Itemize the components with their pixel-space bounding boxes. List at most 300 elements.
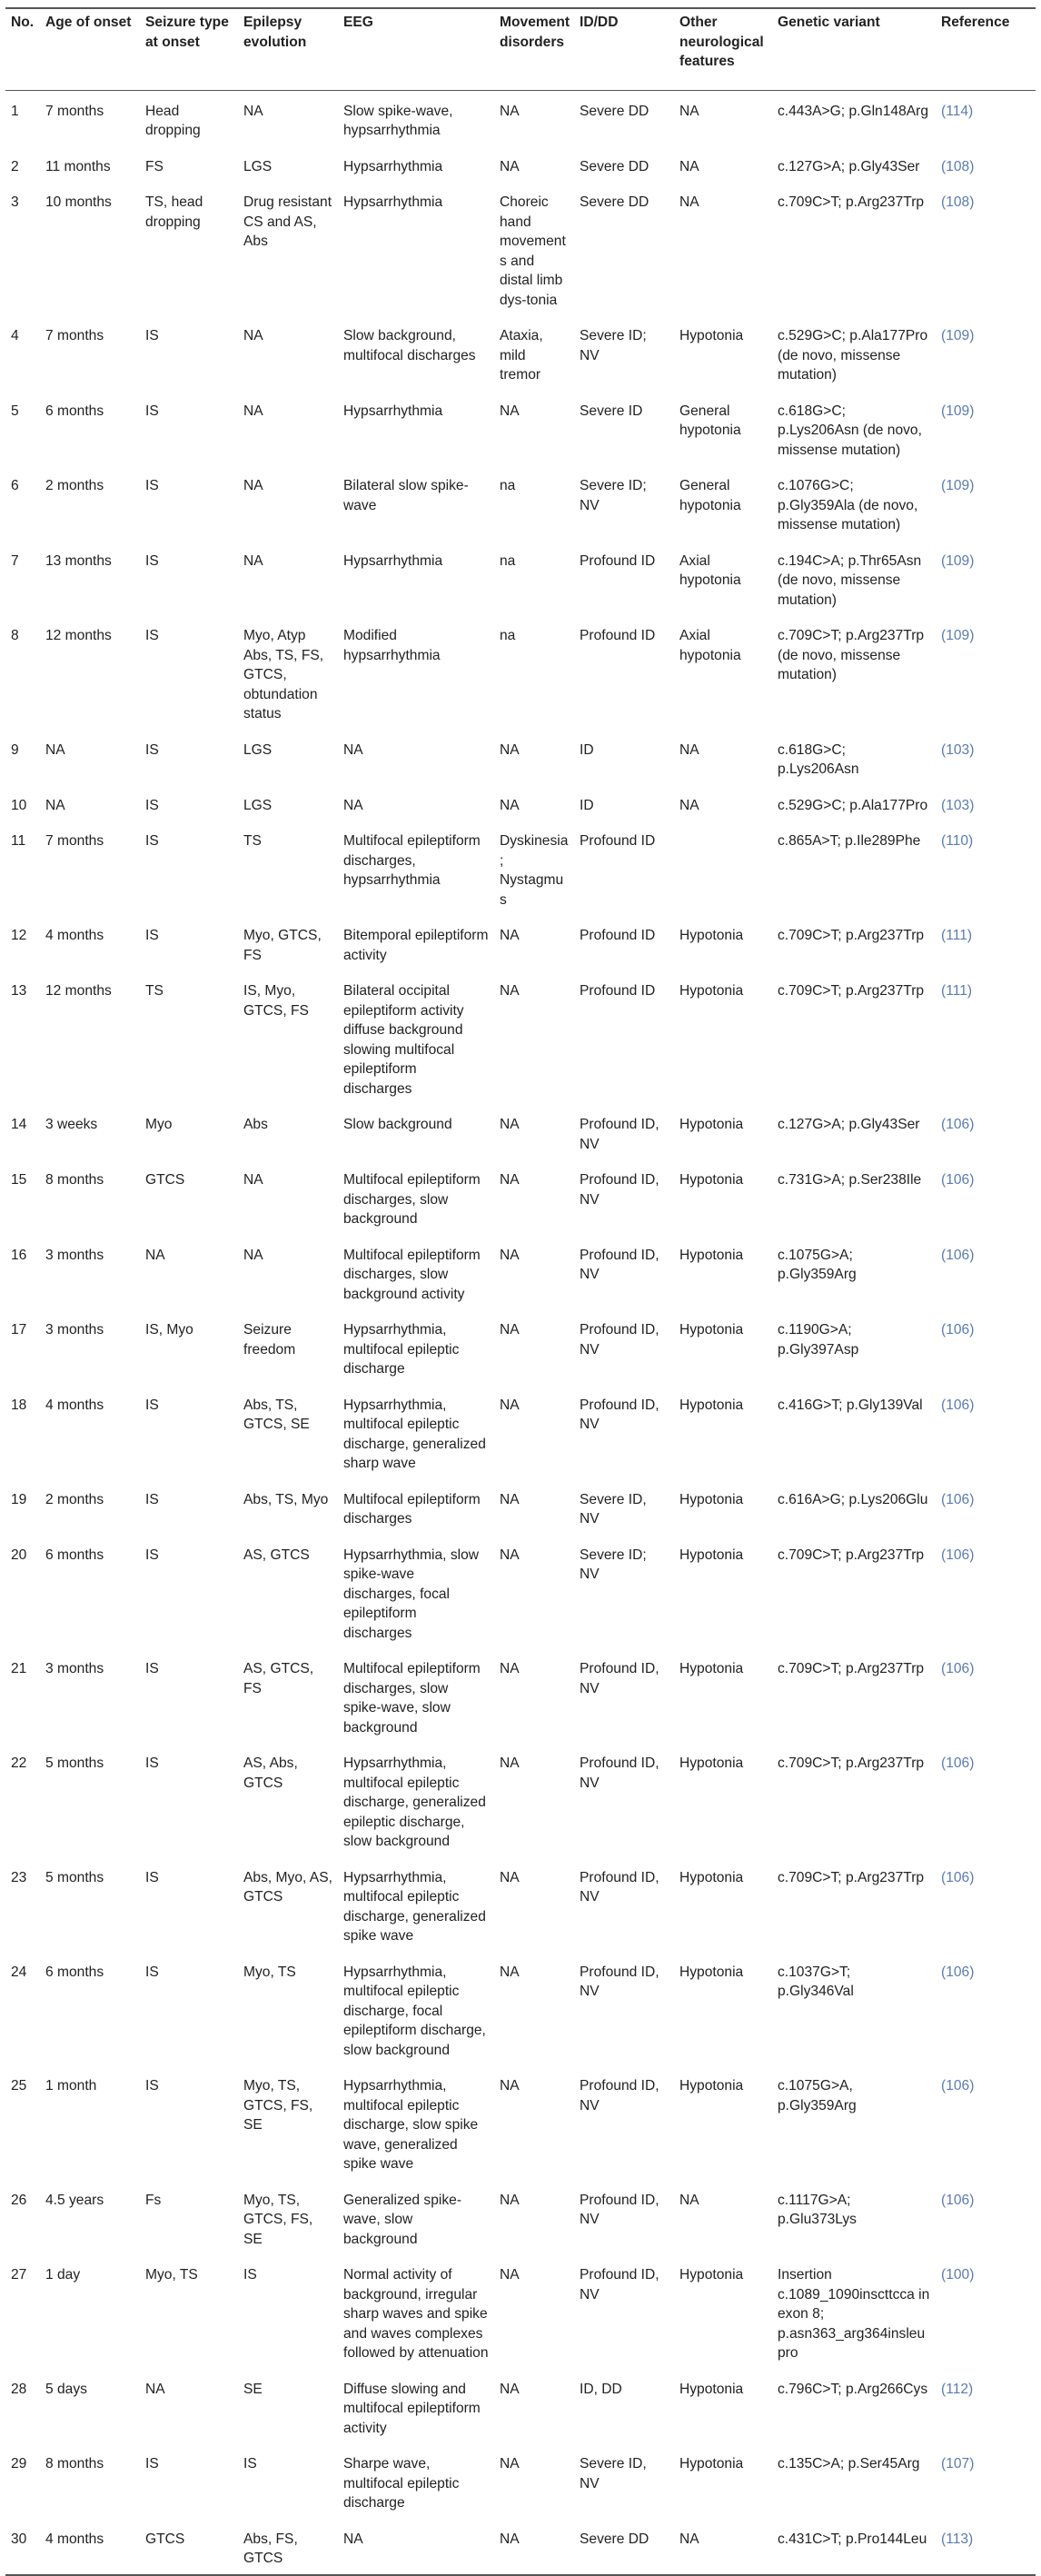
cell-no: 4 xyxy=(11,328,19,343)
cell-id-dd: Profound ID, NV xyxy=(580,1117,659,1152)
table-row xyxy=(5,1952,1036,2066)
cell-age-of-onset: 5 days xyxy=(45,2381,87,2397)
cell-no: 21 xyxy=(11,1661,27,1676)
cell-reference[interactable]: (106) xyxy=(941,1661,975,1676)
cell-movement-disorders: Choreic hand movements and distal limb dys-tonia xyxy=(500,194,566,308)
cell-seizure-type: Myo xyxy=(145,1117,173,1132)
cell-reference[interactable]: (106) xyxy=(941,2192,975,2208)
cell-eeg: Multifocal epileptiform discharges, slow background xyxy=(343,1172,481,1227)
cell-age-of-onset: 8 months xyxy=(45,1172,104,1188)
cell-movement-disorders: NA xyxy=(500,2267,520,2283)
cell-epilepsy-evolution: Myo, TS xyxy=(243,1964,296,1980)
cell-genetic-variant: c.416G>T; p.Gly139Val xyxy=(778,1397,923,1413)
cell-no: 2 xyxy=(11,158,19,174)
cell-epilepsy-evolution: NA xyxy=(243,1247,263,1263)
cell-other-neuro: Hypotonia xyxy=(679,1172,744,1188)
cell-age-of-onset: 5 months xyxy=(45,1869,104,1885)
cell-no: 29 xyxy=(11,2456,27,2472)
cell-id-dd: Severe ID, NV xyxy=(580,2456,647,2491)
cell-seizure-type: IS xyxy=(145,1869,159,1885)
cell-seizure-type: GTCS xyxy=(145,1172,185,1188)
cell-no: 27 xyxy=(11,2267,27,2283)
cell-movement-disorders: NA xyxy=(500,1964,520,1980)
cell-genetic-variant: c.127G>A; p.Gly43Ser xyxy=(778,1117,920,1132)
cell-reference[interactable]: (106) xyxy=(941,1964,975,1980)
cell-no: 5 xyxy=(11,403,19,419)
cell-epilepsy-evolution: LGS xyxy=(243,741,273,758)
cell-id-dd: Severe ID xyxy=(580,403,643,419)
cell-age-of-onset: 7 months xyxy=(45,328,104,343)
cell-eeg: Modified hypsarrhythmia xyxy=(343,628,441,663)
cell-other-neuro: Hypotonia xyxy=(679,1397,744,1413)
cell-id-dd: Profound ID, NV xyxy=(580,2267,659,2302)
cell-genetic-variant: c.731G>A; p.Ser238Ile xyxy=(778,1172,922,1188)
cell-eeg: Slow background xyxy=(343,1117,452,1132)
cell-age-of-onset: 4.5 years xyxy=(45,2192,104,2208)
cell-other-neuro: General hypotonia xyxy=(679,403,741,438)
cell-no: 14 xyxy=(11,1117,27,1132)
cell-reference[interactable]: (107) xyxy=(941,2456,975,2472)
cell-other-neuro: Hypotonia xyxy=(679,1322,744,1338)
cell-movement-disorders: na xyxy=(500,552,516,569)
cell-no: 24 xyxy=(11,1964,27,1980)
cell-reference[interactable]: (106) xyxy=(941,1491,975,1507)
cell-reference[interactable]: (114) xyxy=(941,103,974,119)
cell-age-of-onset: 6 months xyxy=(45,403,104,419)
cell-no: 8 xyxy=(11,628,19,643)
cell-other-neuro: Hypotonia xyxy=(679,1869,744,1885)
cell-movement-disorders: na xyxy=(500,628,516,643)
cell-other-neuro: General hypotonia xyxy=(679,478,741,513)
cell-id-dd: Profound ID, NV xyxy=(580,1397,659,1432)
cell-no: 18 xyxy=(11,1397,27,1413)
cell-eeg: Hypsarrhythmia, slow spike-wave discharges, focal epileptiform discharges xyxy=(343,1547,480,1641)
cell-seizure-type: TS xyxy=(145,983,164,999)
cell-movement-disorders: NA xyxy=(500,741,520,758)
cell-eeg: Hypsarrhythmia xyxy=(343,552,443,569)
cell-other-neuro: Hypotonia xyxy=(679,2078,744,2094)
cell-seizure-type: IS, Myo xyxy=(145,1322,193,1338)
cell-reference[interactable]: (111) xyxy=(941,928,973,943)
cell-id-dd: Profound ID, NV xyxy=(580,2078,659,2114)
cell-eeg: Hypsarrhythmia xyxy=(343,194,443,210)
cell-epilepsy-evolution: NA xyxy=(243,103,263,119)
cell-seizure-type: IS xyxy=(145,478,159,493)
table-row xyxy=(5,1385,1036,1479)
table-row xyxy=(5,1104,1036,1159)
cell-epilepsy-evolution: AS, GTCS, FS xyxy=(243,1661,314,1696)
cell-id-dd: Profound ID, NV xyxy=(580,1322,659,1358)
table-row xyxy=(5,915,1036,970)
cell-id-dd: Profound ID xyxy=(580,552,656,569)
cell-movement-disorders: NA xyxy=(500,1117,520,1132)
cell-eeg: Hypsarrhythmia, multifocal epileptic discharge, slow spike wave, generalized spike wave xyxy=(343,2078,479,2172)
cell-movement-disorders: NA xyxy=(500,158,520,174)
cell-age-of-onset: 4 months xyxy=(45,928,104,943)
cell-no: 19 xyxy=(11,1491,27,1507)
cell-epilepsy-evolution: Myo, GTCS, FS xyxy=(243,928,322,963)
cell-id-dd: Profound ID xyxy=(580,628,656,643)
cell-epilepsy-evolution: NA xyxy=(243,328,263,343)
cell-movement-disorders: NA xyxy=(500,797,520,813)
cell-eeg: Slow spike-wave, hypsarrhythmia xyxy=(343,103,453,138)
cell-genetic-variant: c.796C>T; p.Arg266Cys xyxy=(778,2381,928,2397)
cell-seizure-type: IS xyxy=(145,1547,159,1563)
header-reference: Reference xyxy=(936,8,1036,90)
cell-genetic-variant: c.709C>T; p.Arg237Trp (de novo, missense mutation) xyxy=(778,628,925,682)
patient-table xyxy=(5,7,1036,2576)
cell-epilepsy-evolution: IS xyxy=(243,2267,257,2283)
cell-genetic-variant: c.1075G>A; p.Gly359Arg xyxy=(778,1247,857,1282)
cell-no: 6 xyxy=(11,478,19,493)
cell-eeg: Hypsarrhythmia xyxy=(343,158,443,174)
cell-epilepsy-evolution: NA xyxy=(243,552,263,569)
cell-no: 17 xyxy=(11,1322,27,1338)
cell-age-of-onset: 11 months xyxy=(45,158,111,174)
cell-no: 11 xyxy=(11,833,26,849)
cell-age-of-onset: 6 months xyxy=(45,1547,104,1563)
cell-other-neuro: Hypotonia xyxy=(679,1491,744,1507)
cell-movement-disorders: NA xyxy=(500,2192,520,2208)
cell-reference[interactable]: (113) xyxy=(936,2519,1036,2575)
cell-eeg: Hypsarrhythmia, multifocal epileptic discharge xyxy=(343,1322,460,1377)
cell-seizure-type: IS xyxy=(145,403,159,419)
cell-no: 13 xyxy=(11,983,27,999)
cell-seizure-type: IS xyxy=(145,741,159,758)
cell-no: 26 xyxy=(11,2192,27,2208)
cell-id-dd: Profound ID xyxy=(580,833,656,849)
table-row xyxy=(5,90,1036,146)
cell-epilepsy-evolution: Myo, TS, GTCS, FS, SE xyxy=(243,2078,313,2133)
cell-age-of-onset: 4 months xyxy=(45,1397,104,1413)
cell-id-dd: Severe DD xyxy=(574,2519,674,2575)
cell-epilepsy-evolution: LGS xyxy=(243,158,273,174)
cell-id-dd: Profound ID, NV xyxy=(580,1964,659,1999)
cell-eeg: Generalized spike-wave, slow background xyxy=(343,2192,462,2247)
cell-genetic-variant: c.709C>T; p.Arg237Trp xyxy=(778,1547,925,1563)
table-row xyxy=(5,315,1036,391)
cell-age-of-onset: 3 months xyxy=(45,1247,104,1263)
cell-reference[interactable]: (106) xyxy=(941,1247,975,1263)
cell-other-neuro: NA xyxy=(679,2192,699,2208)
cell-age-of-onset: NA xyxy=(45,797,65,813)
cell-genetic-variant: c.709C>T; p.Arg237Trp xyxy=(778,1661,925,1676)
cell-epilepsy-evolution: Abs xyxy=(243,1117,268,1132)
cell-id-dd: Profound ID, NV xyxy=(580,2192,659,2227)
cell-age-of-onset: 6 months xyxy=(45,1964,104,1980)
cell-genetic-variant: c.1037G>T; p.Gly346Val xyxy=(778,1964,854,1999)
cell-movement-disorders: Dyskinesia; Nystagmus xyxy=(500,833,569,908)
cell-id-dd: Severe ID; NV xyxy=(580,1547,647,1582)
header-seizure-type: Seizure type at onset xyxy=(140,8,238,90)
cell-seizure-type: Head dropping xyxy=(145,103,201,138)
cell-movement-disorders: NA xyxy=(500,983,520,999)
cell-id-dd: Profound ID, NV xyxy=(580,1172,659,1208)
cell-movement-disorders: na xyxy=(500,478,516,493)
header-age-of-onset: Age of onset xyxy=(40,8,140,90)
table-row xyxy=(5,541,1036,616)
header-no: No. xyxy=(5,8,40,90)
cell-genetic-variant: c.443A>G; p.Gln148Arg xyxy=(778,103,929,119)
cell-genetic-variant: Insertion c.1089_1090inscttcca in exon 8; p.asn363_arg364insleupro xyxy=(778,2267,930,2361)
table-row xyxy=(5,1309,1036,1385)
cell-epilepsy-evolution: IS, Myo, GTCS, FS xyxy=(243,983,309,1019)
cell-id-dd: Profound ID, NV xyxy=(580,1869,659,1905)
cell-other-neuro: Hypotonia xyxy=(679,1661,744,1676)
cell-id-dd: ID xyxy=(580,741,594,758)
cell-reference[interactable]: (106) xyxy=(941,1172,975,1188)
table-header xyxy=(5,8,1036,90)
cell-reference[interactable]: (106) xyxy=(941,1547,975,1563)
cell-id-dd: ID xyxy=(580,797,594,813)
table-row xyxy=(5,970,1036,1104)
cell-epilepsy-evolution: Myo, TS, GTCS, FS, SE xyxy=(243,2192,313,2247)
cell-eeg: Multifocal epileptiform discharges, hypsarrhythmia xyxy=(343,833,481,888)
cell-epilepsy-evolution: Abs, FS, GTCS xyxy=(238,2519,338,2575)
cell-age-of-onset: 12 months xyxy=(45,983,112,999)
cell-seizure-type: Fs xyxy=(145,2192,162,2208)
table-row xyxy=(5,821,1036,915)
cell-genetic-variant: c.194C>A; p.Thr65Asn (de novo, missense mutation) xyxy=(778,552,922,608)
cell-no: 10 xyxy=(11,797,27,813)
table-row xyxy=(5,785,1036,821)
cell-movement-disorders: NA xyxy=(500,1755,520,1771)
cell-genetic-variant: c.709C>T; p.Arg237Trp xyxy=(778,983,925,999)
cell-other-neuro: Hypotonia xyxy=(679,928,744,943)
cell-no: 23 xyxy=(11,1869,27,1885)
cell-seizure-type: TS, head dropping xyxy=(145,194,203,230)
cell-eeg: Multifocal epileptiform discharges, slow background activity xyxy=(343,1247,481,1302)
cell-reference[interactable]: (106) xyxy=(941,1322,975,1338)
header-other-neuro: Other neurological features xyxy=(674,8,772,90)
cell-reference[interactable]: (108) xyxy=(941,194,975,210)
cell-genetic-variant: c.135C>A; p.Ser45Arg xyxy=(778,2456,920,2472)
header-eeg: EEG xyxy=(338,8,494,90)
cell-id-dd: Profound ID xyxy=(580,983,656,999)
cell-genetic-variant: c.865A>T; p.Ile289Phe xyxy=(778,833,921,849)
cell-id-dd: Profound ID xyxy=(580,928,656,943)
cell-no: 28 xyxy=(11,2381,27,2397)
table-body xyxy=(5,90,1036,2575)
cell-no: 15 xyxy=(11,1172,27,1188)
cell-age-of-onset: 5 months xyxy=(45,1755,104,1771)
cell-id-dd: Profound ID, NV xyxy=(580,1247,659,1282)
cell-movement-disorders: NA xyxy=(500,2078,520,2094)
cell-epilepsy-evolution: TS xyxy=(243,833,262,849)
cell-epilepsy-evolution: Drug resistant CS and AS, Abs xyxy=(243,194,332,249)
cell-seizure-type: IS xyxy=(145,1964,159,1980)
cell-no: 12 xyxy=(11,928,27,943)
cell-epilepsy-evolution: Myo, Atyp Abs, TS, FS, GTCS, obtundation status xyxy=(243,628,324,721)
cell-eeg: Bilateral slow spike-wave xyxy=(343,478,469,513)
cell-genetic-variant: c.127G>A; p.Gly43Ser xyxy=(778,158,920,174)
cell-movement-disorders: NA xyxy=(500,1322,520,1338)
cell-epilepsy-evolution: Abs, TS, Myo xyxy=(243,1491,329,1507)
cell-reference[interactable]: (108) xyxy=(941,158,975,174)
cell-age-of-onset: 3 months xyxy=(45,1322,104,1338)
cell-eeg: NA xyxy=(343,741,363,758)
table-row xyxy=(5,391,1036,466)
table-row xyxy=(5,1159,1036,1235)
cell-no: 3 xyxy=(11,194,19,210)
cell-epilepsy-evolution: AS, Abs, GTCS xyxy=(243,1755,298,1791)
cell-eeg: NA xyxy=(338,2519,494,2575)
table-row xyxy=(5,2180,1036,2255)
cell-reference[interactable]: (106) xyxy=(941,1869,975,1885)
cell-no: 22 xyxy=(11,1755,27,1771)
cell-movement-disorders: NA xyxy=(500,103,520,119)
cell-movement-disorders: NA xyxy=(500,1661,520,1676)
cell-reference[interactable]: (106) xyxy=(941,2078,975,2094)
cell-eeg: Sharpe wave, multifocal epileptic discharge xyxy=(343,2456,460,2511)
cell-seizure-type: NA xyxy=(145,1247,165,1263)
cell-reference[interactable]: (109) xyxy=(941,552,975,569)
cell-other-neuro: Hypotonia xyxy=(679,1547,744,1563)
cell-seizure-type: GTCS xyxy=(140,2519,238,2575)
cell-epilepsy-evolution: Seizure freedom xyxy=(243,1322,296,1358)
cell-genetic-variant: c.1076G>C; p.Gly359Ala (de novo, missense mutation) xyxy=(778,478,918,532)
cell-other-neuro: Hypotonia xyxy=(679,2267,744,2283)
cell-other-neuro: Hypotonia xyxy=(679,1964,744,1980)
table-row xyxy=(5,1535,1036,1649)
cell-age-of-onset: 13 months xyxy=(45,552,112,569)
cell-epilepsy-evolution: AS, GTCS xyxy=(243,1547,310,1563)
header-epilepsy-evolution: Epilepsy evolution xyxy=(238,8,338,90)
cell-seizure-type: IS xyxy=(145,1661,159,1676)
cell-other-neuro: Hypotonia xyxy=(679,1247,744,1263)
cell-genetic-variant: c.529G>C; p.Ala177Pro (de novo, missense mutation) xyxy=(778,328,928,383)
cell-epilepsy-evolution: Abs, Myo, AS, GTCS xyxy=(243,1869,332,1905)
cell-movement-disorders: NA xyxy=(500,1172,520,1188)
cell-reference[interactable]: (110) xyxy=(941,833,974,849)
cell-reference[interactable]: (103) xyxy=(941,797,975,813)
cell-other-neuro: Hypotonia xyxy=(679,328,744,343)
cell-eeg: NA xyxy=(343,797,363,813)
cell-seizure-type: IS xyxy=(145,552,159,569)
cell-reference[interactable]: (109) xyxy=(941,478,975,493)
cell-reference[interactable]: (106) xyxy=(941,1117,975,1132)
cell-eeg: Hypsarrhythmia, multifocal epileptic discharge, generalized sharp wave xyxy=(343,1397,486,1471)
cell-reference[interactable]: (109) xyxy=(941,403,975,419)
cell-no: 16 xyxy=(11,1247,27,1263)
cell-reference[interactable]: (106) xyxy=(941,1755,975,1771)
cell-genetic-variant: c.618G>C; p.Lys206Asn (de novo, missense mutation) xyxy=(778,403,922,458)
header-movement-disorders: Movement disorders xyxy=(494,8,574,90)
cell-reference[interactable]: (106) xyxy=(941,1397,975,1413)
cell-seizure-type: IS xyxy=(145,2078,159,2094)
cell-id-dd: Severe DD xyxy=(580,103,649,119)
cell-other-neuro: Hypotonia xyxy=(679,983,744,999)
cell-age-of-onset: 2 months xyxy=(45,1491,104,1507)
cell-age-of-onset: 3 weeks xyxy=(45,1117,98,1132)
cell-age-of-onset: 3 months xyxy=(45,1661,104,1676)
cell-genetic-variant: c.1190G>A; p.Gly397Asp xyxy=(778,1322,859,1358)
table-row xyxy=(5,1743,1036,1857)
cell-movement-disorders: NA xyxy=(500,1869,520,1885)
cell-seizure-type: NA xyxy=(145,2381,165,2397)
cell-no: 30 xyxy=(5,2519,40,2575)
cell-age-of-onset: 10 months xyxy=(45,194,112,210)
cell-genetic-variant: c.616A>G; p.Lys206Glu xyxy=(778,1491,928,1507)
cell-other-neuro: NA xyxy=(679,797,699,813)
cell-eeg: Hypsarrhythmia xyxy=(343,403,443,419)
cell-movement-disorders: NA xyxy=(500,1247,520,1263)
cell-age-of-onset: 8 months xyxy=(45,2456,104,2472)
cell-reference[interactable]: (109) xyxy=(941,328,975,343)
table-row xyxy=(5,1479,1036,1535)
cell-age-of-onset: 4 months xyxy=(40,2519,140,2575)
table-row xyxy=(5,2519,1036,2575)
cell-id-dd: ID, DD xyxy=(580,2381,622,2397)
cell-reference[interactable]: (109) xyxy=(941,628,975,643)
cell-eeg: Bilateral occipital epileptiform activity diffuse background slowing multifocal epileptiform discharges xyxy=(343,983,464,1097)
cell-id-dd: Profound ID, NV xyxy=(580,1661,659,1696)
cell-id-dd: Severe ID, NV xyxy=(580,1491,647,1527)
cell-seizure-type: IS xyxy=(145,1755,159,1771)
cell-other-neuro: Hypotonia xyxy=(679,1117,744,1132)
cell-age-of-onset: 7 months xyxy=(45,833,104,849)
cell-no: 20 xyxy=(11,1547,27,1563)
cell-eeg: Multifocal epileptiform discharges, slow spike-wave, slow background xyxy=(343,1661,481,1736)
table-row xyxy=(5,465,1036,541)
cell-genetic-variant: c.618G>C; p.Lys206Asn xyxy=(778,741,859,777)
cell-movement-disorders: NA xyxy=(500,928,520,943)
cell-age-of-onset: 12 months xyxy=(45,628,112,643)
cell-movement-disorders: NA xyxy=(500,1397,520,1413)
cell-genetic-variant: c.709C>T; p.Arg237Trp xyxy=(778,1869,925,1885)
cell-genetic-variant: c.431C>T; p.Pro144Leu xyxy=(772,2519,936,2575)
cell-other-neuro: Hypotonia xyxy=(679,2456,744,2472)
cell-seizure-type: IS xyxy=(145,833,159,849)
cell-genetic-variant: c.709C>T; p.Arg237Trp xyxy=(778,194,925,210)
cell-epilepsy-evolution: SE xyxy=(243,2381,263,2397)
cell-epilepsy-evolution: NA xyxy=(243,403,263,419)
cell-age-of-onset: 1 month xyxy=(45,2078,97,2094)
cell-other-neuro: Hypotonia xyxy=(679,1755,744,1771)
cell-reference[interactable]: (103) xyxy=(941,741,975,758)
cell-id-dd: Severe ID; NV xyxy=(580,478,647,513)
cell-movement-disorders: NA xyxy=(500,2456,520,2472)
table-row xyxy=(5,2254,1036,2369)
table-row xyxy=(5,1648,1036,1743)
header-row xyxy=(5,8,1036,90)
cell-eeg: Normal activity of background, irregular sharp waves and spike and waves complexes followed by attenuation xyxy=(343,2267,489,2361)
cell-seizure-type: IS xyxy=(145,1491,159,1507)
cell-no: 1 xyxy=(11,103,19,119)
cell-seizure-type: IS xyxy=(145,928,159,943)
cell-movement-disorders: NA xyxy=(494,2519,574,2575)
cell-seizure-type: IS xyxy=(145,2456,159,2472)
cell-seizure-type: Myo, TS xyxy=(145,2267,198,2283)
cell-epilepsy-evolution: Abs, TS, GTCS, SE xyxy=(243,1397,310,1432)
cell-reference[interactable]: (111) xyxy=(941,983,973,999)
cell-age-of-onset: NA xyxy=(45,741,65,758)
cell-other-neuro: NA xyxy=(679,158,699,174)
table-row xyxy=(5,146,1036,183)
cell-reference[interactable]: (100) xyxy=(941,2267,975,2283)
cell-genetic-variant: c.709C>T; p.Arg237Trp xyxy=(778,928,925,943)
table-row xyxy=(5,2369,1036,2444)
cell-eeg: Hypsarrhythmia, multifocal epileptic discharge, generalized epileptic discharge, slow background xyxy=(343,1755,486,1849)
cell-other-neuro: NA xyxy=(679,194,699,210)
cell-eeg: Multifocal epileptiform discharges xyxy=(343,1491,481,1527)
cell-reference[interactable]: (112) xyxy=(941,2381,974,2397)
cell-seizure-type: IS xyxy=(145,1397,159,1413)
cell-genetic-variant: c.1075G>A, p.Gly359Arg xyxy=(778,2078,857,2114)
cell-movement-disorders: NA xyxy=(500,403,520,419)
cell-no: 25 xyxy=(11,2078,27,2094)
cell-no: 9 xyxy=(11,741,19,758)
